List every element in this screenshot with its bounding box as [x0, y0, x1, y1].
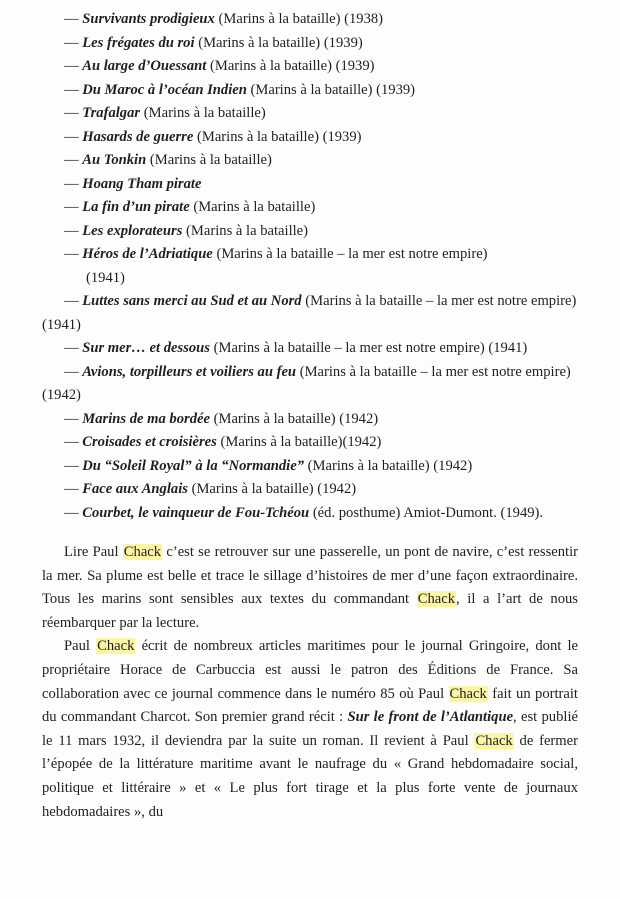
paragraph-gringoire: Paul Chack écrit de nombreux articles maritimes pour le journal Gringoire, dont le propriétaire Horace de Carbuccia est aussi le patron des Éditions de France. Sa collaboration avec ce journal commence dans le numéro 85 où Paul Chack fait un portrait du commandant Charcot. Son premier grand récit : Sur le front de l’Atlantique, est publié le 11 mars 1932, il deviendra par la suite un roman. Il revient à Paul Chack de fermer l’épopée de la littérature maritime avant le naufrage du « Grand hebdomadaire social, politique et littéraire » et « Le plus fort tirage et la plus forte vente de journaux hebdomadaires », du: [42, 638, 579, 820]
list-item: — Les explorateurs (Marins à la bataille): [64, 222, 309, 239]
search-highlight: Chack: [417, 591, 456, 608]
list-item: — Hoang Tham pirate: [64, 175, 202, 192]
list-item: — Au Tonkin (Marins à la bataille): [64, 152, 272, 168]
list-item: — Trafalgar (Marins à la bataille): [64, 105, 266, 121]
bibliography-list: [42, 8, 578, 525]
list-item: — Face aux Anglais (Marins à la bataille) (1942): [64, 481, 357, 497]
search-highlight: Chack: [449, 685, 487, 702]
list-item: — Survivants prodigieux (Marins à la bataille) (1938): [64, 11, 384, 27]
search-highlight: Chack: [97, 638, 135, 655]
search-highlight: Chack: [123, 544, 162, 560]
list-item: — Hasards de guerre (Marins à la bataille) (1939): [64, 128, 362, 145]
list-item: — La fin d’un pirate (Marins à la bataille): [64, 199, 316, 215]
paragraph-reading-chack: Lire Paul Chack c’est se retrouver sur une passerelle, un pont de navire, c’est ressentir la mer. Sa plume est belle et trace le sillage d’histoires de mer d’une façon extraordinaire. Tous les marins sont sensibles aux textes du commandant Chack, il a l’art de nous réembarquer par la lecture.: [42, 544, 578, 631]
list-item: — Courbet, le vainqueur de Fou-Tchéou (éd. posthume) Amiot-Dumont. (1949).: [64, 504, 544, 521]
list-item: — Du Maroc à l’océan Indien (Marins à la bataille) (1939): [64, 81, 416, 98]
list-item: — Marins de ma bordée (Marins à la bataille) (1942): [64, 410, 379, 427]
search-highlight: Chack: [475, 732, 513, 749]
list-item: — Les frégates du roi (Marins à la bataille) (1939): [64, 34, 363, 51]
book-title: Sur le front de l’Atlantique: [347, 709, 514, 726]
list-item: — Luttes sans merci au Sud et au Nord (Marins à la bataille – la mer est notre empire) (1941): [42, 293, 577, 333]
list-item: — Héros de l’Adriatique (Marins à la bataille – la mer est notre empire) (1941): [64, 246, 488, 286]
list-item: — Au large d’Ouessant (Marins à la bataille) (1939): [64, 58, 375, 74]
list-item: — Avions, torpilleurs et voiliers au feu (Marins à la bataille – la mer est notre empire) (1942): [42, 363, 571, 403]
list-item: — Croisades et croisières (Marins à la bataille)(1942): [64, 434, 382, 450]
list-item: — Du “Soleil Royal” à la “Normandie” (Marins à la bataille) (1942): [64, 457, 473, 474]
list-item: — Sur mer… et dessous (Marins à la bataille – la mer est notre empire) (1941): [64, 340, 528, 356]
